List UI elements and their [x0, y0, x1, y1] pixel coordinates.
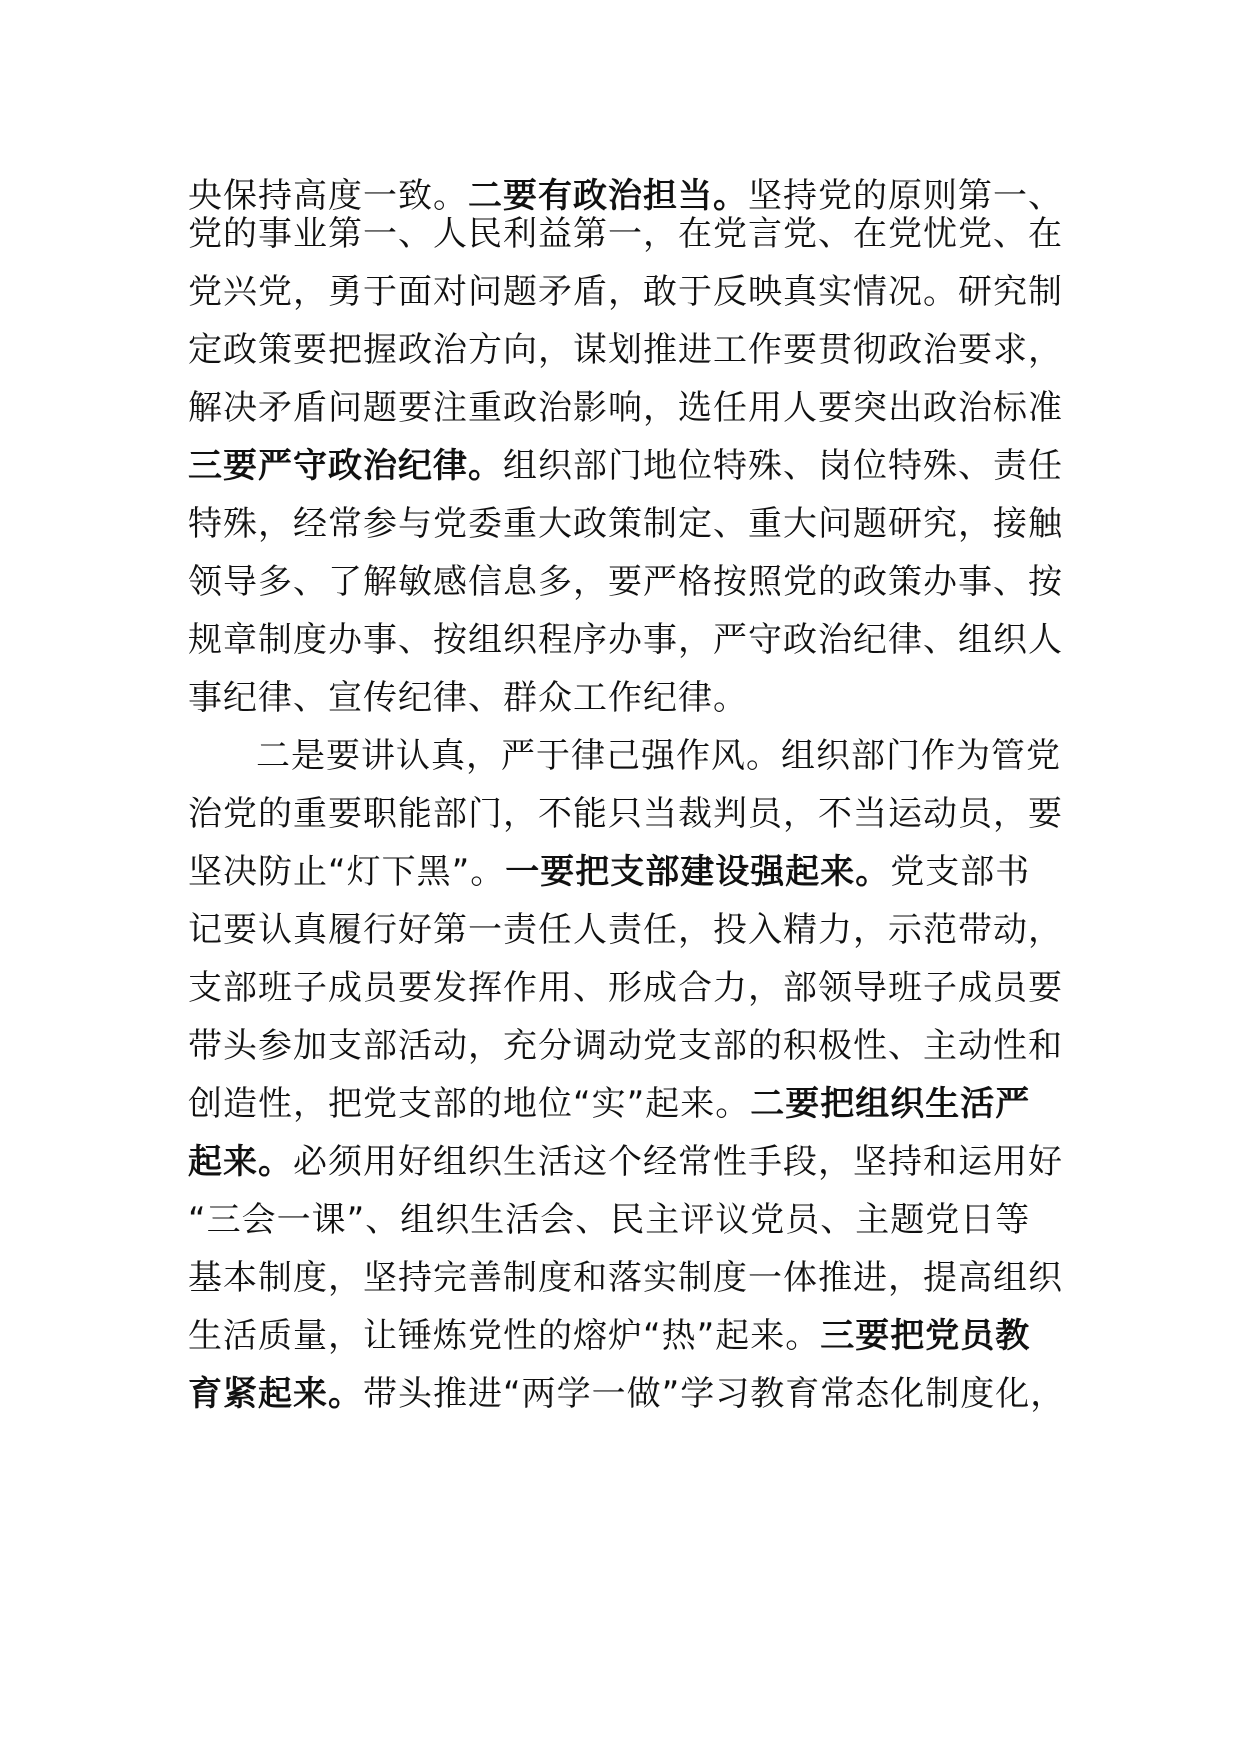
text-segment: 记要认真履行好第一责任人责任，投入精力，示范带动， [188, 910, 1063, 950]
text-segment: 治党的重要职能部门，不能只当裁判员，不当运动员，要 [188, 794, 1063, 834]
text-segment: 党支部书 [890, 852, 1031, 892]
text-segment: 坚决防止“灯下黑”。 [188, 852, 506, 892]
text-segment: 生活质量，让锤炼党性的熔炉“热”起来。 [188, 1316, 821, 1356]
text-segment: 央保持高度一致。 [188, 176, 468, 216]
text-line-13 [188, 840, 1030, 904]
text-line-5 [188, 376, 1063, 440]
bold-heading-segment: 起来。 [188, 1142, 293, 1182]
text-line-22 [188, 1362, 1065, 1426]
bold-heading-segment: 二要把组织生活严 [750, 1084, 1031, 1124]
text-line-11 [256, 724, 1061, 788]
text-line-10 [188, 666, 748, 730]
text-line-7 [188, 492, 1063, 556]
text-segment: 解决矛盾问题要注重政治影响，选任用人要突出政治标准 [188, 388, 1063, 428]
text-line-21 [188, 1304, 1030, 1368]
text-segment: 事纪律、宣传纪律、群众工作纪律。 [188, 678, 748, 718]
text-segment: 定政策要把握政治方向，谋划推进工作要贯彻政治要求， [188, 330, 1063, 370]
text-segment: 特殊，经常参与党委重大政策制定、重大问题研究，接触 [188, 504, 1063, 544]
text-line-3 [188, 260, 1063, 324]
text-line-2 [188, 202, 1063, 266]
text-segment: 党的事业第一、人民利益第一，在党言党、在党忧党、在 [188, 214, 1063, 254]
text-segment: 带头推进“两学一做”学习教育常态化制度化， [363, 1374, 1066, 1414]
text-line-4 [188, 318, 1063, 382]
text-segment: 二是要讲认真，严于律己强作风。组织部门作为管党 [256, 736, 1061, 776]
text-segment: 创造性，把党支部的地位“实”起来。 [188, 1084, 751, 1124]
text-line-18 [188, 1130, 1063, 1194]
text-segment: 组织部门地位特殊、岗位特殊、责任 [503, 446, 1063, 486]
text-segment: 基本制度，坚持完善制度和落实制度一体推进，提高组织 [188, 1258, 1063, 1298]
text-line-16 [188, 1014, 1063, 1078]
text-segment: 坚持党的原则第一、 [748, 176, 1063, 216]
text-line-20 [188, 1246, 1063, 1310]
text-segment: 带头参加支部活动，充分调动党支部的积极性、主动性和 [188, 1026, 1063, 1066]
bold-heading-segment: 三要严守政治纪律。 [188, 446, 503, 486]
bold-heading-segment: 一要把支部建设强起来。 [505, 852, 891, 892]
text-line-19 [188, 1188, 1030, 1252]
bold-heading-segment: 育紧起来。 [188, 1374, 363, 1414]
text-line-8 [188, 550, 1063, 614]
bold-heading-segment: 二要有政治担当。 [468, 176, 748, 216]
text-segment: 领导多、了解敏感信息多，要严格按照党的政策办事、按 [188, 562, 1063, 602]
text-line-14 [188, 898, 1063, 962]
text-segment: 支部班子成员要发挥作用、形成合力，部领导班子成员要 [188, 968, 1063, 1008]
text-segment: “三会一课”、组织生活会、民主评议党员、主题党日等 [188, 1200, 1031, 1240]
text-segment: 必须用好组织生活这个经常性手段，坚持和运用好 [293, 1142, 1063, 1182]
text-line-6 [188, 434, 1063, 498]
text-segment: 规章制度办事、按组织程序办事，严守政治纪律、组织人 [188, 620, 1063, 660]
text-line-9 [188, 608, 1063, 672]
text-line-15 [188, 956, 1063, 1020]
bold-heading-segment: 三要把党员教 [820, 1316, 1031, 1356]
text-line-17 [188, 1072, 1030, 1136]
text-segment: 党兴党，勇于面对问题矛盾，敢于反映真实情况。研究制 [188, 272, 1063, 312]
text-line-12 [188, 782, 1063, 846]
